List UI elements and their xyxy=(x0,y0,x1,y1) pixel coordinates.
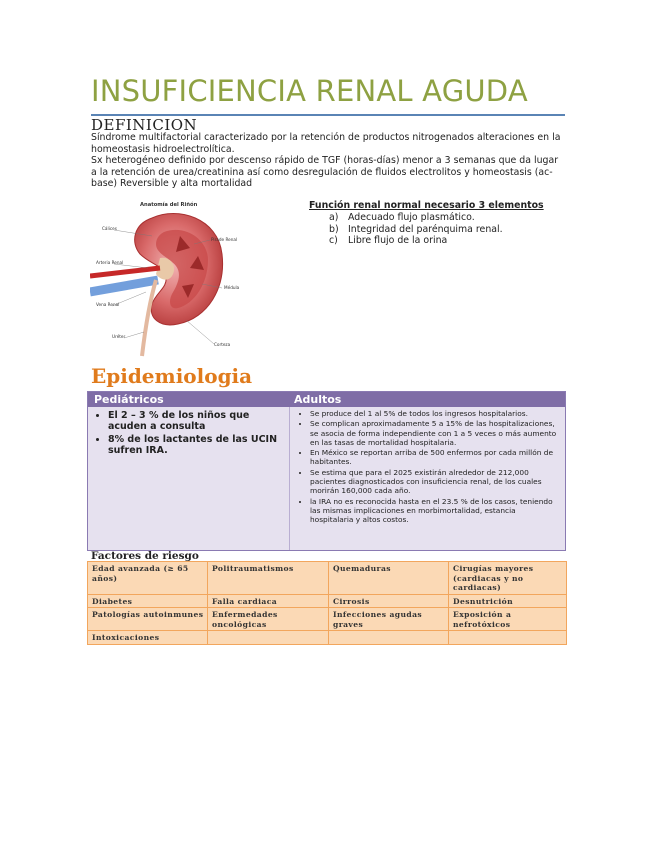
column-header-adult: Adultos xyxy=(294,393,342,406)
table-cell: Falla cardiaca xyxy=(208,594,329,608)
table-cell: Diabetes xyxy=(88,594,208,608)
list-item: • Se estima que para el 2025 existirán alrededor de 212,000 pacientes diagnosticados con insuficiencia renal, de los cuales morirán 160,000 cada año. xyxy=(310,468,561,496)
list-item: c) Libre flujo de la orina xyxy=(329,235,448,247)
label-medula: Médula xyxy=(224,285,240,290)
table-cell: Edad avanzada (≥ 65 años) xyxy=(88,562,208,595)
table-cell: Intoxicaciones xyxy=(88,631,208,645)
table-row xyxy=(88,608,567,631)
risk-factors-table xyxy=(87,561,567,645)
table-cell: Cirrosis xyxy=(329,594,449,608)
page-title: INSUFICIENCIA RENAL AGUDA xyxy=(91,74,528,108)
epidemiology-table xyxy=(87,391,566,551)
table-cell: Exposición a nefrotóxicos xyxy=(449,608,567,631)
list-item: • Se produce del 1 al 5% de todos los ingresos hospitalarios. xyxy=(310,409,561,418)
table-cell: Infecciones agudas graves xyxy=(329,608,449,631)
definition-text xyxy=(91,132,561,190)
label-arteria-renal: Arteria Renal xyxy=(96,260,124,265)
definition-paragraph-2: Sx heterogéneo definido por descenso rápido de TGF (horas-días) menor a 3 semanas que da lugar a la retención de urea/creatinina así como desregulación de fluidos electrolitos y homeostasis (ac-base) Reversible y alta mortalidad xyxy=(91,155,559,190)
table-row xyxy=(88,594,567,608)
table-cell: Cirugías mayores (cardiacas y no cardiacas) xyxy=(449,562,567,595)
list-item: • la IRA no es reconocida hasta en el 23.5 % de los casos, teniendo las mismas implicaciones en morbimortalidad, estancia hospitalaria y altos costos. xyxy=(310,497,561,525)
adult-column xyxy=(290,407,565,550)
renal-artery xyxy=(90,268,160,276)
label-calices: Cálices xyxy=(102,226,117,231)
list-item: • El 2 – 3 % de los niños que acuden a consulta xyxy=(108,410,285,432)
renal-function-list xyxy=(309,212,559,246)
label-pirade-renal: Pirade Renal xyxy=(211,237,238,242)
list-item: a) Adecuado flujo plasmático. xyxy=(329,212,475,224)
table-cell: Desnutrición xyxy=(449,594,567,608)
label-vena-renal: Vena Renal xyxy=(96,302,120,307)
renal-function-section xyxy=(309,200,559,247)
table-cell: Politraumatismos xyxy=(208,562,329,595)
table-cell: Patologías autoinmunes xyxy=(88,608,208,631)
list-item: • En México se reportan arriba de 500 enfermos por cada millón de habitantes. xyxy=(310,448,561,467)
table-cell xyxy=(449,631,567,645)
label-ureter: Uréter xyxy=(112,334,126,339)
definition-heading: DEFINICION xyxy=(91,116,198,134)
definition-paragraph-1: Síndrome multifactorial caracterizado por la retención de productos nitrogenados alteraciones en la homeostasis hidroelectrolítica. xyxy=(91,132,561,155)
table-row xyxy=(88,631,567,645)
table-cell xyxy=(329,631,449,645)
epidemiology-heading: Epidemiologia xyxy=(91,364,253,388)
renal-vein xyxy=(90,280,158,292)
kidney-anatomy-figure xyxy=(90,196,250,358)
list-item: • 8% de los lactantes de las UCIN sufren IRA. xyxy=(108,434,285,456)
renal-function-title: Función renal normal necesario 3 elementos xyxy=(309,200,544,211)
pediatric-column xyxy=(88,407,290,550)
list-item: • Se complican aproximadamente 5 a 15% de las hospitalizaciones, se asocia de forma independiente con 1 a 5 veces o más aumento en las tasas de mortalidad hospitalaria. xyxy=(310,419,561,447)
table-row xyxy=(88,562,567,595)
kidney-figure-title: Anatomía del Riñón xyxy=(140,202,198,208)
column-header-pediatric: Pediátricos xyxy=(94,393,164,406)
table-cell: Quemaduras xyxy=(329,562,449,595)
table-cell xyxy=(208,631,329,645)
risk-factors-heading: Factores de riesgo xyxy=(91,550,199,562)
list-item: b) Integridad del parénquima renal. xyxy=(329,223,503,235)
epidemiology-table-header xyxy=(88,392,565,407)
label-corteza: Corteza xyxy=(214,342,231,347)
table-cell: Enfermedades oncológicas xyxy=(208,608,329,631)
